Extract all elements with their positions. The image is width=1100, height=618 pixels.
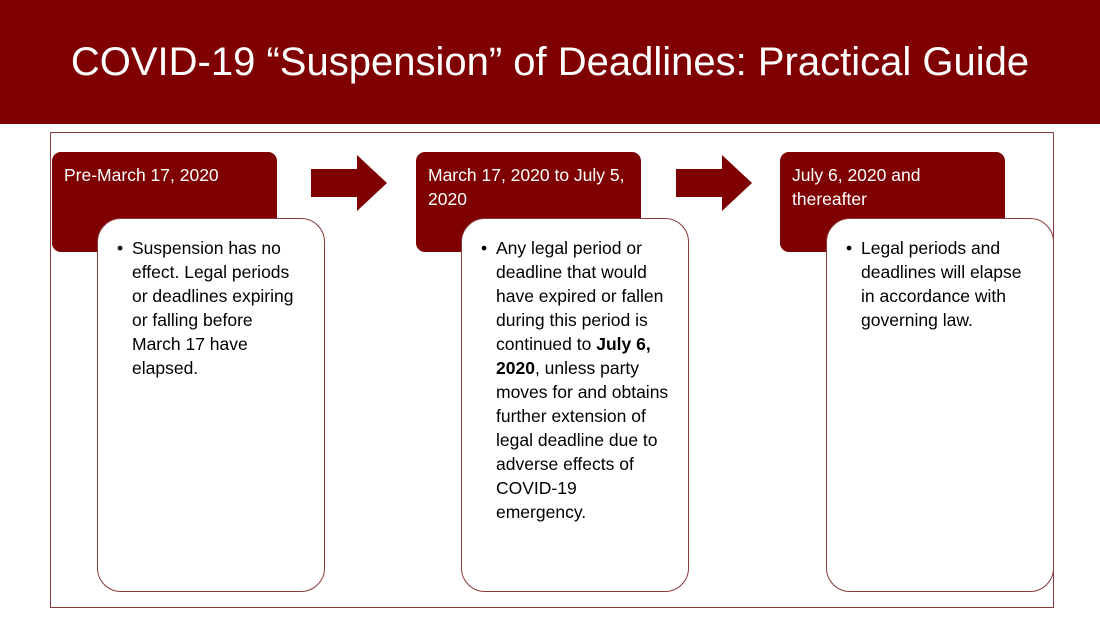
stage-2-text-bold: July 6, 2020 xyxy=(496,334,651,378)
stage-3-card xyxy=(826,218,1054,592)
title-bar xyxy=(0,0,1100,124)
stage-2-bullet xyxy=(481,236,670,524)
stage-2-text-b: , unless party moves for and obtains further extension of legal deadline due to adverse effects of COVID-19 emergency. xyxy=(496,358,669,522)
stage-1-text: Suspension has no effect. Legal periods or deadlines expiring or falling before March 17 have elapsed. xyxy=(132,238,294,378)
stage-1-header-label: Pre-March 17, 2020 xyxy=(64,165,219,185)
stage-3-header-label: July 6, 2020 and thereafter xyxy=(792,165,921,209)
stage-2-header-label: March 17, 2020 to July 5, 2020 xyxy=(428,165,625,209)
stage-3-bullet xyxy=(846,236,1031,332)
bullet-icon: • xyxy=(117,238,124,258)
stage-1-bullet xyxy=(117,236,300,380)
page-title: COVID-19 “Suspension” of Deadlines: Practical Guide xyxy=(70,39,1030,84)
bullet-icon: • xyxy=(481,238,488,258)
stage-1-card xyxy=(97,218,325,592)
right-arrow-icon xyxy=(676,155,752,211)
stage-2-card xyxy=(461,218,689,592)
bullet-icon: • xyxy=(846,238,853,258)
stage-2-text-a: Any legal period or deadline that would have expired or fallen during this period is continued to xyxy=(496,238,664,354)
stage-3-text: Legal periods and deadlines will elapse in accordance with governing law. xyxy=(861,238,1022,330)
right-arrow-icon xyxy=(311,155,387,211)
